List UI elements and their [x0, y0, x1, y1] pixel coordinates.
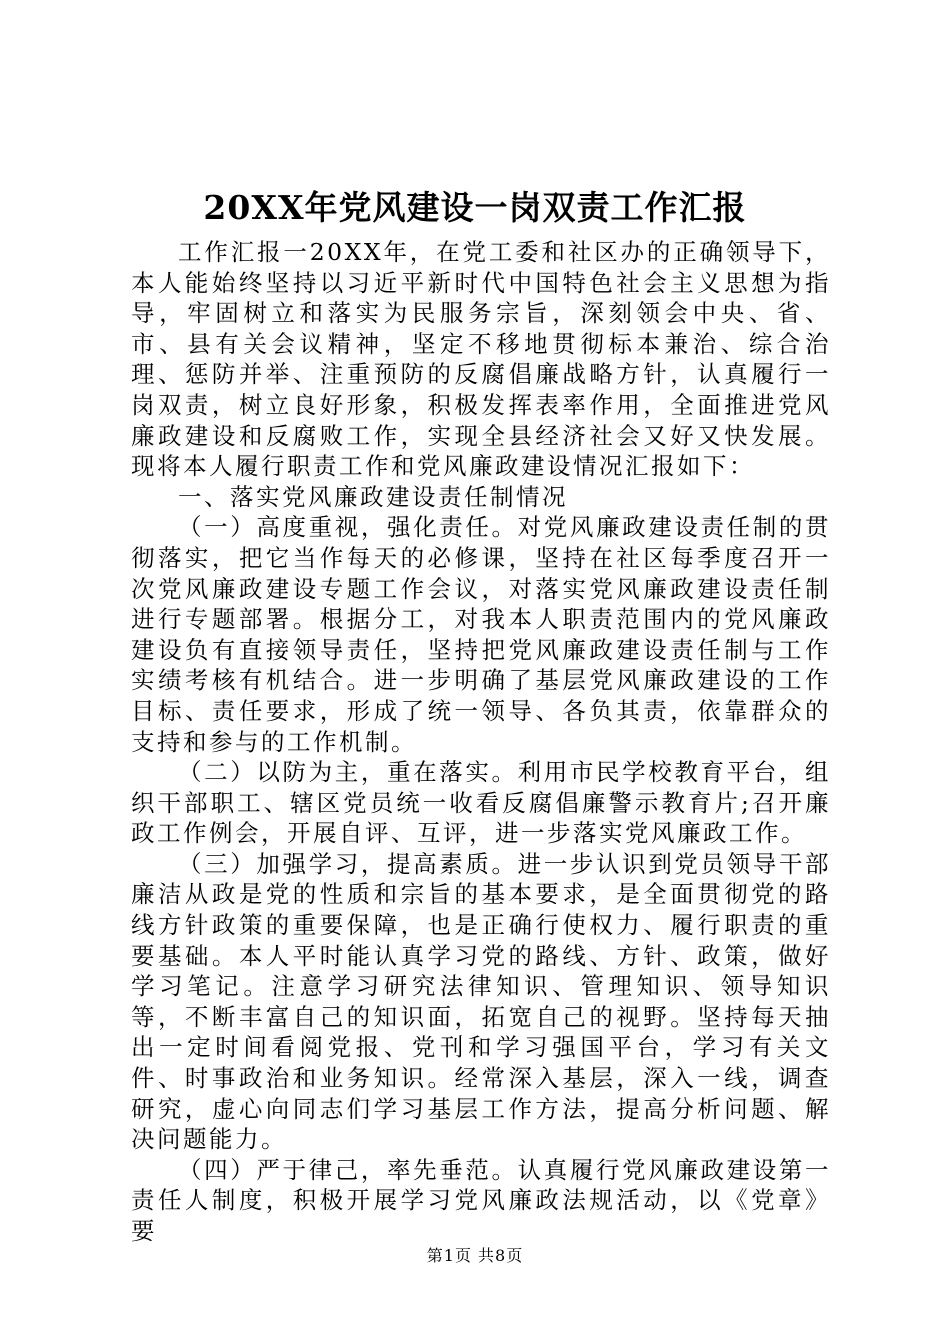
paragraph-intro: 工作汇报一20XX年，在党工委和社区办的正确领导下，本人能始终坚持以习近平新时代中国特色社会主义思想为指导，牢固树立和落实为民服务宗旨，深刻领会中央、省、市、县有关会议精神，坚定不移地贯彻标本兼治、综合治理、惩防并举、注重预防的反腐倡廉战略方针，认真履行一岗双责，树立良好形象，积极发挥表率作用，全面推进党风廉政建设和反腐败工作，实现全县经济社会又好又快发展。现将本人履行职责工作和党风廉政建设情况汇报如下：: [131, 238, 831, 481]
paragraph-item-2: （二）以防为主，重在落实。利用市民学校教育平台，组织干部职工、辖区党员统一收看反腐倡廉警示教育片;召开廉政工作例会，开展自评、互评，进一步落实党风廉政工作。: [131, 758, 831, 848]
paragraph-item-1: （一）高度重视，强化责任。对党风廉政建设责任制的贯彻落实，把它当作每天的必修课，坚持在社区每季度召开一次党风廉政建设专题工作会议，对落实党风廉政建设责任制进行专题部署。根据分工，对我本人职责范围内的党风廉政建设负有直接领导责任，坚持把党风廉政建设责任制与工作实绩考核有机结合。进一步明确了基层党风廉政建设的工作目标、责任要求，形成了统一领导、各负其责，依靠群众的支持和参与的工作机制。: [131, 513, 831, 756]
document-title: 20XX年党风建设一岗双责工作汇报: [203, 188, 747, 227]
page-number-footer: 第1页 共8页: [426, 1246, 524, 1265]
document-body: [131, 237, 831, 1247]
paragraph-item-4: （四）严于律己，率先垂范。认真履行党风廉政建设第一责任人制度，积极开展学习党风廉政法规活动，以《党章》要: [131, 1155, 831, 1245]
section-heading-1: 一、落实党风廉政建设责任制情况: [178, 482, 568, 511]
paragraph-item-3: （三）加强学习，提高素质。进一步认识到党员领导干部廉洁从政是党的性质和宗旨的基本要求，是全面贯彻党的路线方针政策的重要保障，也是正确行使权力、履行职责的重要基础。本人平时能认真学习党的路线、方针、政策，做好学习笔记。注意学习研究法律知识、管理知识、领导知识等，不断丰富自己的知识面，拓宽自己的视野。坚持每天抽出一定时间看阅党报、党刊和学习强国平台，学习有关文件、时事政治和业务知识。经常深入基层，深入一线，调查研究，虚心向同志们学习基层工作方法，提高分析问题、解决问题能力。: [131, 849, 831, 1154]
